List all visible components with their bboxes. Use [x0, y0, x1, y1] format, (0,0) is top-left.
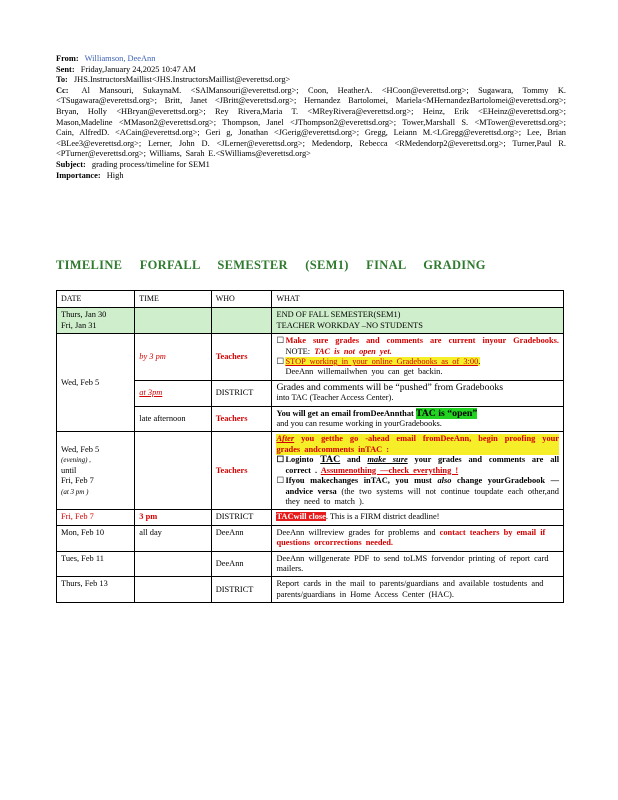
bullet-text: . [478, 357, 481, 367]
sent-line [56, 65, 566, 76]
date-text: Fri, Feb 7 [61, 512, 94, 522]
cc-line [56, 86, 566, 160]
time-text: all day [139, 527, 162, 537]
sent-label: Sent: [56, 64, 75, 74]
to-label: To: [56, 75, 68, 85]
timeline-table [56, 290, 564, 603]
from-value: Williamson, DeeAnn [84, 54, 156, 63]
time-text: at 3pm [139, 388, 163, 398]
date-text: Thurs, Jan 30 [61, 310, 107, 320]
date-cell [57, 525, 135, 551]
intro-text [276, 434, 559, 455]
subject-value: grading process/timeline for SEM1 [91, 159, 210, 169]
from-label: From: [56, 54, 79, 63]
time-cell [135, 406, 211, 432]
date-text: Tues, Feb 11 [61, 553, 104, 563]
time-cell [135, 525, 211, 551]
who-cell [211, 334, 272, 381]
what-text: TEACHER WORKDAY –NO STUDENTS [276, 320, 423, 330]
bullet-text: Make sure grades and comments are current inyour Gradebooks. [285, 336, 559, 346]
what-cell [272, 334, 564, 381]
who-text: Teachers [215, 351, 248, 361]
what-cell [272, 510, 564, 525]
date-text: Wed, Feb 5 [61, 377, 100, 387]
date-text: (at 3 pm ) [61, 487, 89, 496]
to-value: JHS.InstructorsMaillist<JHS.InstructorsMaillist@everettsd.org> [73, 75, 291, 85]
cc-value: Al Mansouri, SukaynaM. <SAlMansouri@everettsd.org>; Coon, HeatherA. <HCoon@everettsd.org>; Sugawara, Tommy K. <TSugawara@everettsd.org>; Britt, Janet <JBritt@everettsd.org>; Hernandez Bartolomei, Mariela<MHernandezBartolomei@everettsd.org>; Bryan, Holly <HBryan@everettsd.org>; Rey Rivera,Maria T. <MReyRivera@everettsd.org>; Heinz, Erik <EHeinz@everettsd.org>; Mason,Madeline <MMason2@everettsd.org>; Thompson, Janel <JThompson2@everettsd.org>; Tower,Marshall S. <MTower@everettsd.org>; Cain, AlfredD. <ACain@everettsd.org>; Geri g, Jonathan <JGerig@everettsd.org>; Gregg, Leiann M.<LGregg@everettsd.org>; Lee, Brian <BLee3@everettsd.org>; Lerner, John D. <JLerner@everettsd.org>; Medendorp, Rebecca <RMedendorp2@everettsd.org>; Turner,Paul R. <PTurner@everettsd.org>; Williams, Sarah E.<SWilliams@everettsd.org> [56, 85, 566, 159]
table-row [57, 432, 564, 510]
time-cell [135, 577, 211, 603]
document-title: TIMELINE FORFALL SEMESTER (SEM1) FINAL GRADING [56, 258, 486, 272]
checkbox-bullet-icon: ☐ [276, 357, 284, 367]
cc-label: Cc: [56, 85, 69, 95]
time-text: by 3 pm [139, 351, 166, 361]
time-cell [135, 432, 211, 510]
what-text: END OF FALL SEMESTER(SEM1) [276, 310, 401, 320]
bullet-text: and [347, 455, 361, 465]
date-text: Fri, Feb 7 [61, 476, 94, 486]
from-line [56, 54, 566, 65]
what-text: DeeAnn willgenerate PDF to send toLMS forvendor printing of report card mailers. [276, 553, 549, 573]
date-text: until [61, 465, 77, 475]
tac-close-highlight: TACwill close [276, 512, 326, 522]
who-text: DeeAnn [215, 558, 244, 568]
who-cell [211, 551, 272, 577]
header-time: TIME [135, 291, 211, 308]
what-text: DeeAnn willreview grades for problems and [276, 527, 436, 537]
bullet-item [276, 357, 559, 378]
table-row [57, 577, 564, 603]
bullet-text: Ifyou makechanges inTAC, you must [285, 476, 432, 486]
date-text: Mon, Feb 10 [61, 527, 105, 537]
checkbox-bullet-icon: ☐ [276, 476, 284, 486]
bullet-item [276, 336, 559, 357]
what-cell [272, 577, 564, 603]
bullet-text: (the two systems will not continue toupdate each other,and they need to match ). [285, 486, 559, 506]
who-cell [211, 308, 272, 334]
who-text: DISTRICT [215, 512, 254, 522]
bullet-item [276, 476, 559, 507]
time-cell [135, 334, 211, 381]
table-row [57, 551, 564, 577]
table-row [57, 525, 564, 551]
date-text: Thurs, Feb 13 [61, 579, 108, 589]
what-text: into TAC (Teacher Access Center). [276, 393, 394, 403]
who-cell [211, 380, 272, 406]
bullet-item [276, 455, 559, 476]
date-cell [57, 432, 135, 510]
who-cell [211, 432, 272, 510]
time-cell [135, 380, 211, 406]
bullet-text: change yourGradebook —andvice versa [285, 476, 560, 496]
who-text: DISTRICT [215, 388, 254, 398]
bullet-text: TAC [320, 454, 341, 466]
date-cell [57, 577, 135, 603]
time-cell [135, 308, 211, 334]
checkbox-bullet-icon: ☐ [276, 336, 284, 346]
header-what: WHAT [272, 291, 564, 308]
bullet-text: also [437, 476, 452, 486]
date-cell [57, 551, 135, 577]
importance-label: Importance: [56, 170, 101, 180]
bullet-text: your grades and comments are all correct . [285, 455, 560, 475]
table-row [57, 308, 564, 334]
date-cell [57, 308, 135, 334]
bullet-text: Loginto [285, 455, 314, 465]
who-text: DeeAnn [215, 527, 244, 537]
what-cell [272, 406, 564, 432]
table-row [57, 510, 564, 525]
date-text: (evening) , [61, 456, 91, 465]
email-header [56, 54, 566, 181]
what-text: Report cards in the mail to parents/guardians and available tostudents and parents/guardians in Home Access Center (HAC). [276, 579, 544, 599]
date-text: Fri, Jan 31 [61, 320, 97, 330]
note-label: NOTE: [285, 346, 311, 356]
bullet-text: make sure [367, 455, 408, 465]
bullet-text: Assumenothing —check everything ! [320, 465, 459, 475]
sent-value: Friday,January 24,2025 10:47 AM [80, 64, 196, 74]
time-cell [135, 510, 211, 525]
who-text: Teachers [215, 413, 248, 423]
what-text: and you can resume working in yourGradebooks. [276, 419, 442, 429]
date-cell [57, 334, 135, 432]
what-cell [272, 308, 564, 334]
who-cell [211, 525, 272, 551]
subject-line [56, 160, 566, 171]
date-cell [57, 510, 135, 525]
to-line [56, 75, 566, 86]
what-cell [272, 551, 564, 577]
tac-open-highlight: TAC is “open” [415, 407, 478, 419]
who-text: DISTRICT [215, 584, 254, 594]
who-cell [211, 510, 272, 525]
bullet-text: STOP working in your online Gradebooks as of 3:00 [285, 357, 479, 367]
time-text: 3 pm [139, 512, 158, 522]
what-cell [272, 525, 564, 551]
date-text: Wed, Feb 5 [61, 444, 100, 454]
time-cell [135, 551, 211, 577]
table-header-row [57, 291, 564, 308]
table-row [57, 334, 564, 381]
note-text: TAC is not open yet. [314, 346, 392, 356]
time-text: late afternoon [139, 413, 186, 423]
who-text: Teachers [215, 465, 248, 475]
who-cell [211, 406, 272, 432]
importance-value: High [106, 170, 124, 180]
intro-emphasis: After [276, 434, 295, 444]
subject-label: Subject: [56, 159, 86, 169]
header-date: DATE [57, 291, 135, 308]
what-text: . This is a FIRM district deadline! [325, 512, 440, 522]
who-cell [211, 577, 272, 603]
header-who: WHO [211, 291, 272, 308]
what-cell [272, 380, 564, 406]
checkbox-bullet-icon: ☐ [276, 455, 284, 465]
what-text: contact teachers by email if questions orcorrections needed. [276, 527, 546, 548]
what-text: You will get an email fromDeeAnnthat [276, 408, 414, 418]
bullet-text: DeeAnn willemailwhen you can get backin. [285, 367, 443, 377]
intro-body: you getthe go -ahead email fromDeeAnn, begin proofing your grades andcomments inTAC : [276, 434, 560, 454]
what-cell [272, 432, 564, 510]
what-text: Grades and comments will be “pushed” from Gradebooks [276, 381, 504, 393]
importance-line [56, 171, 566, 182]
